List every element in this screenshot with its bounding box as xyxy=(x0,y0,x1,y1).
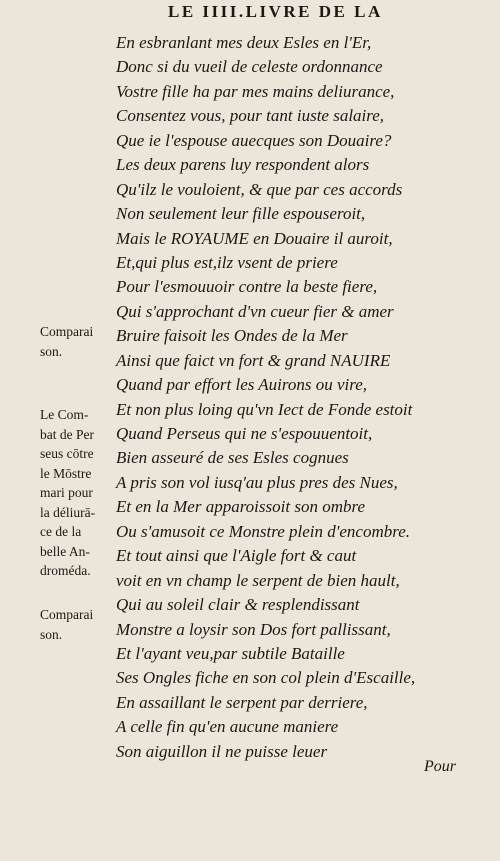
verse-line: Donc si du vueil de celeste ordonnance xyxy=(116,57,383,77)
marginal-note-line: Comparai xyxy=(40,324,94,339)
verse-line: Quand Perseus qui ne s'espouuentoit, xyxy=(116,424,373,443)
marginal-note-comparison xyxy=(40,322,114,361)
verse-line: Bien asseuré de ses Esles cognues xyxy=(116,448,349,468)
verse-line: Ainsi que faict vn fort & grand NAUIRE xyxy=(116,350,391,370)
verse-line: Pour l'esmouuoir contre la beste fiere, xyxy=(116,277,378,297)
verse-line: A celle fin qu'en aucune maniere xyxy=(116,717,339,737)
marginal-note-line: ce de la xyxy=(40,524,82,539)
verse-line: Qui s'approchant d'vn cueur fier & amer xyxy=(116,301,394,321)
verse-line: Que ie l'espouse auecques son Douaire? xyxy=(116,130,392,150)
running-head: LE IIII.LIVRE DE LA xyxy=(168,2,383,21)
marginal-note-line: droméda. xyxy=(40,563,91,578)
verse-line: Non seulement leur fille espouseroit, xyxy=(116,204,366,224)
verse-line: Bruire faisoit les Ondes de la Mer xyxy=(116,326,348,346)
verse-line: Et en la Mer apparoissoit son ombre xyxy=(116,497,366,517)
marginal-note-line: la déliurā- xyxy=(40,504,96,520)
verse-line: Qui au soleil clair & resplendissant xyxy=(116,595,360,615)
verse-line: Ou s'amusoit ce Monstre plein d'encombre. xyxy=(116,521,411,541)
verse-line: Mais le ROYAUME en Douaire il auroit, xyxy=(116,228,393,248)
verse-line: Ses Ongles fiche en son col plein d'Escaille, xyxy=(116,668,416,688)
marginal-note-line: son. xyxy=(40,343,63,359)
marginal-note-line: bat de Per xyxy=(40,426,94,442)
marginal-note-line: Comparai xyxy=(40,607,94,622)
verse-line: En esbranlant mes deux Esles en l'Er, xyxy=(116,33,372,52)
marginal-note-line: seus cōtre xyxy=(40,446,94,461)
verse-line: voit en vn champ le serpent de bien hault, xyxy=(116,570,400,590)
verse-line: Et tout ainsi que l'Aigle fort & caut xyxy=(116,546,357,566)
catchword: Pour xyxy=(424,758,456,775)
verse-line: En assaillant le serpent par derriere, xyxy=(116,692,368,712)
verse-line: Consentez vous, pour tant iuste salaire, xyxy=(116,106,385,126)
verse-text xyxy=(116,31,415,764)
verse-line: Qu'ilz le vouloient, & que par ces accords xyxy=(116,179,403,199)
marginal-note-line: belle An- xyxy=(40,543,90,559)
verse-line: Son aiguillon il ne puisse leuer xyxy=(116,741,328,761)
verse-line: A pris son vol iusq'au plus pres des Nues, xyxy=(116,472,398,492)
verse-line: Les deux parens luy respondent alors xyxy=(116,155,370,175)
marginal-note-line: mari pour xyxy=(40,485,93,500)
marginal-note-comparison-2 xyxy=(40,605,114,644)
verse-line: Vostre fille ha par mes mains deliurance, xyxy=(116,81,395,101)
verse-line: Monstre a loysir son Dos fort pallissant, xyxy=(116,619,391,639)
verse-line: Et l'ayant veu,par subtile Bataille xyxy=(116,643,345,663)
verse-line: Et non plus loing qu'vn Iect de Fonde estoit xyxy=(116,399,413,419)
marginal-note-combat xyxy=(40,405,114,581)
marginal-note-line: le Mōstre xyxy=(40,465,92,481)
verse-line: Quand par effort les Auirons ou vire, xyxy=(116,375,368,395)
marginal-note-line: son. xyxy=(40,626,63,642)
marginal-note-line: Le Com- xyxy=(40,407,89,422)
verse-line: Et,qui plus est,ilz vsent de priere xyxy=(116,252,338,272)
